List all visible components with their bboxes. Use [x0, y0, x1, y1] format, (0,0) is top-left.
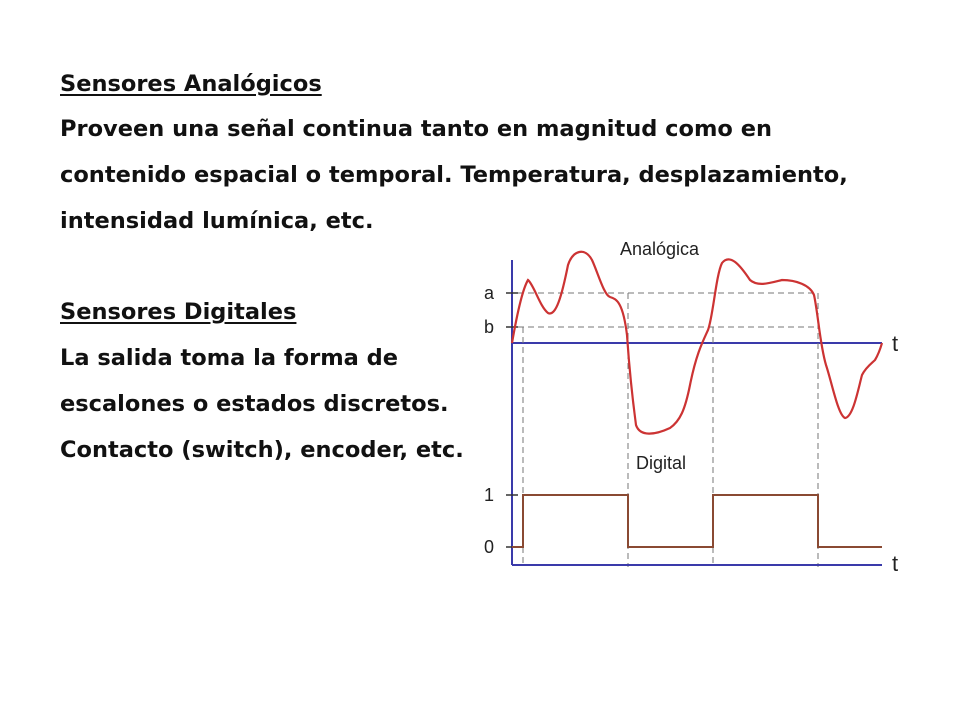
- digital-low-label: 0: [484, 537, 495, 557]
- analog-description-line-2: contenido espacial o temporal. Temperatura, desplazamiento,: [60, 162, 848, 188]
- digital-high-label: 1: [484, 485, 495, 505]
- analog-digital-signal-diagram: [470, 225, 920, 585]
- analog-heading: Sensores Analógicos: [60, 71, 322, 97]
- digital-heading: Sensores Digitales: [60, 299, 297, 325]
- analog-description-line-3: intensidad lumínica, etc.: [60, 208, 374, 234]
- digital-signal-waveform: [512, 495, 882, 547]
- digital-description-line-3: Contacto (switch), encoder, etc.: [60, 437, 464, 463]
- digital-title: Digital: [636, 453, 687, 473]
- analog-time-label: t: [892, 331, 899, 356]
- level-b-label: b: [484, 317, 495, 337]
- level-a-label: a: [484, 283, 495, 303]
- digital-description-line-2: escalones o estados discretos.: [60, 391, 449, 417]
- digital-description-line-1: La salida toma la forma de: [60, 345, 399, 371]
- digital-time-label: t: [892, 551, 899, 576]
- analog-description-line-1: Proveen una señal continua tanto en magnitud como en: [60, 116, 772, 142]
- analog-title: Analógica: [620, 239, 700, 259]
